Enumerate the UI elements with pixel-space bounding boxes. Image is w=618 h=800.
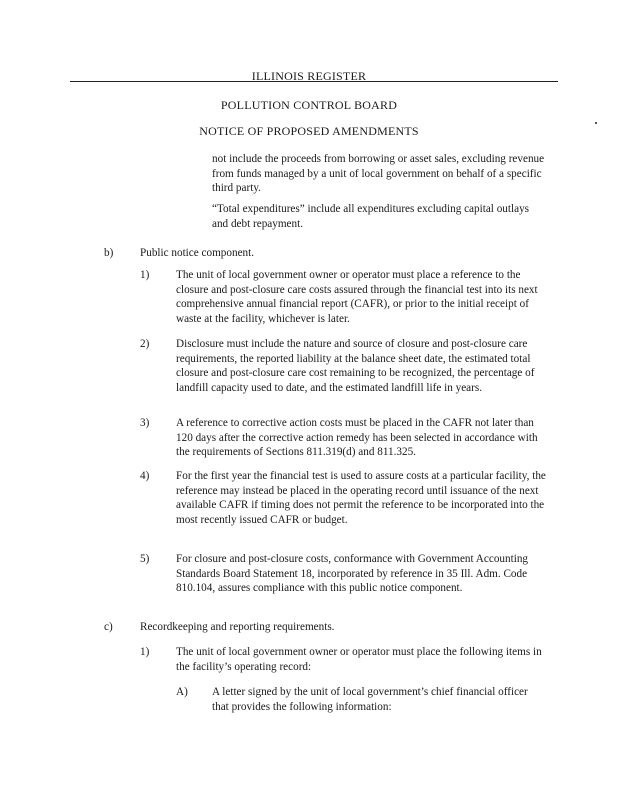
section-b-item-1-text: The unit of local government owner or operator must place a reference to the closure and post-closure care costs assured through the financial test into its next comprehensive annual financial report (CAFR), or prior to the initial receipt of waste at the facility, whichever is later. xyxy=(176,269,538,326)
total-expenditures-paragraph: “Total expenditures” include all expenditures excluding capital outlays and debt repayment. xyxy=(212,203,530,230)
section-c-item-1a-label: A) xyxy=(176,686,188,698)
section-c-label: c) xyxy=(104,621,113,633)
section-b-heading: Public notice component. xyxy=(140,247,255,259)
section-c-item-1a-text: A letter signed by the unit of local government’s chief financial officer that provides the following information: xyxy=(212,686,528,713)
notice-title: NOTICE OF PROPOSED AMENDMENTS xyxy=(199,124,419,138)
section-b-item-3-label: 3) xyxy=(140,417,150,429)
section-c-item-1-text: The unit of local government owner or operator must place the following items in the facility’s operating record: xyxy=(176,646,542,673)
register-title: ILLINOIS REGISTER xyxy=(251,69,367,83)
section-b-item-2-text: Disclosure must include the nature and source of closure and post-closure care requirements, the reported liability at the balance sheet date, the estimated total closure and post-closure care cost remaining to be recognized, the percentage of landfill capacity used to date, and the estimated landfill life in years. xyxy=(176,338,535,395)
section-b-item-4-label: 4) xyxy=(140,470,150,482)
section-c-heading: Recordkeeping and reporting requirements. xyxy=(140,621,335,633)
section-b-item-2-label: 2) xyxy=(140,338,150,350)
section-b-item-4-text: For the first year the financial test is used to assure costs at a particular facility, the reference may instead be placed in the operating record until issuance of the next available CAFR if timing does not permit the reference to be incorporated into the most recently issued CAFR or budget. xyxy=(176,470,546,527)
section-b-item-5-text: For closure and post-closure costs, conformance with Government Accounting Standards Board Statement 18, incorporated by reference in 35 Ill. Adm. Code 810.104, assures compliance with this public notice component. xyxy=(176,553,529,595)
section-c-item-1-label: 1) xyxy=(140,646,150,658)
section-b-item-5-label: 5) xyxy=(140,553,150,565)
section-b-item-1-label: 1) xyxy=(140,269,150,281)
board-name: POLLUTION CONTROL BOARD xyxy=(220,98,398,112)
section-b-item-3-text: A reference to corrective action costs must be placed in the CAFR not later than 120 days after the corrective action remedy has been selected in accordance with the requirements of Sections 811.319(d) and 811.325. xyxy=(176,417,538,459)
continuation-paragraph: not include the proceeds from borrowing or asset sales, excluding revenue from funds managed by a unit of local government on behalf of a specific third party. xyxy=(212,153,545,195)
section-b-label: b) xyxy=(104,247,114,259)
scan-speck xyxy=(595,122,597,124)
